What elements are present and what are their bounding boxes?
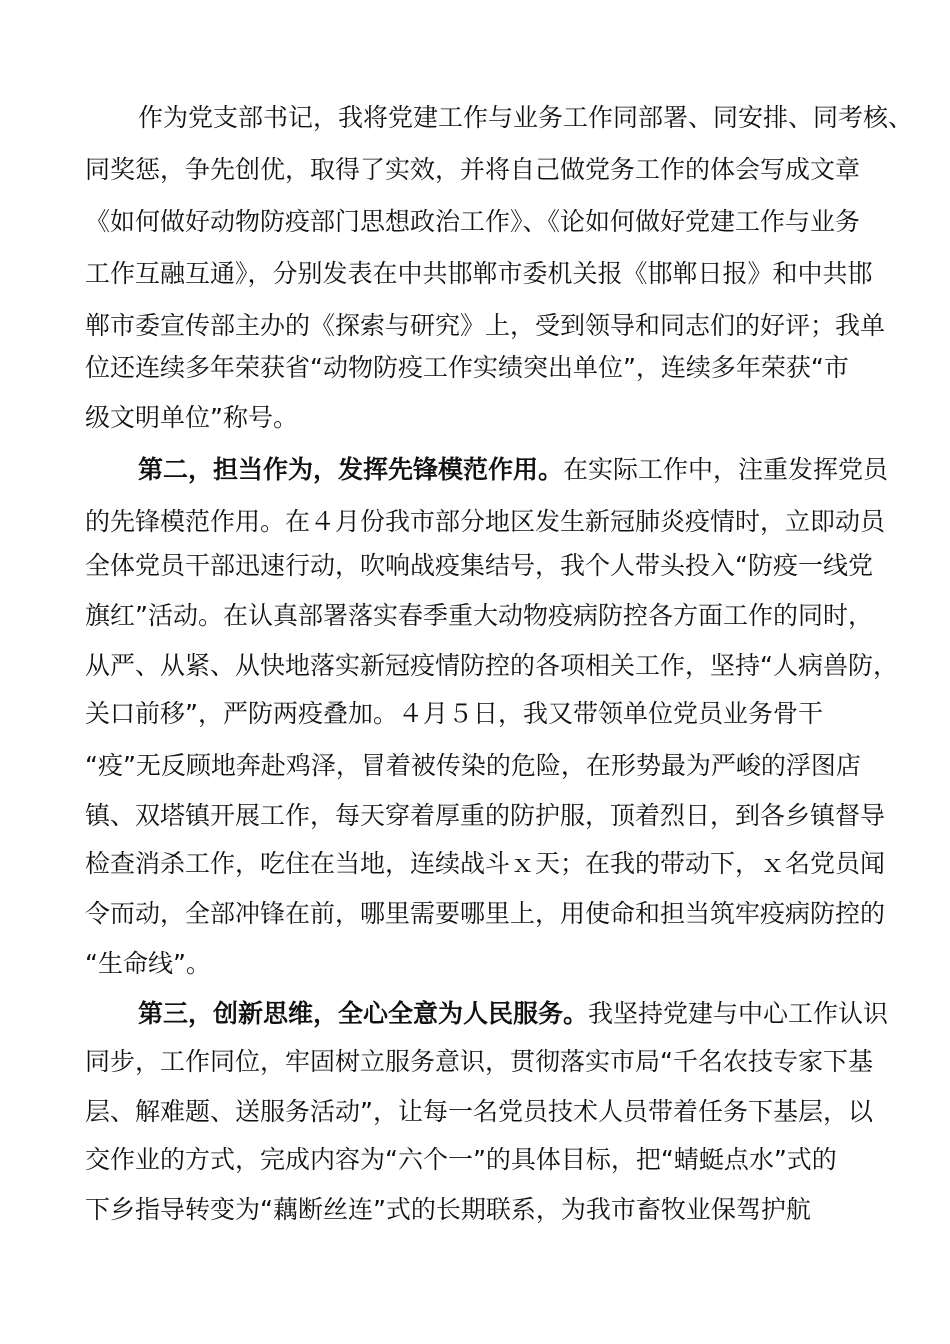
paragraph-3-line-5: 下乡指导转变为“藕断丝连”式的长期联系，为我市畜牧业保驾护航 xyxy=(85,1195,811,1224)
paragraph-2-line-2: 的先锋模范作用。在４月份我市部分地区发生新冠肺炎疫情时，立即动员 xyxy=(85,507,886,536)
paragraph-3-line-2: 同步，工作同位，牢固树立服务意识，贯彻落实市局“千名农技专家下基 xyxy=(85,1047,873,1076)
paragraph-1-line-3: 《如何做好动物防疫部门思想政治工作》、《论如何做好党建工作与业务 xyxy=(85,207,861,236)
paragraph-3-line-1 xyxy=(138,999,888,1029)
paragraph-2-line-1-text: 在实际工作中，注重发挥党员 xyxy=(563,455,889,484)
paragraph-2-line-5: 从严、从紧、从快地落实新冠疫情防控的各项相关工作，坚持“人病兽防， xyxy=(85,651,898,680)
paragraph-1-line-7: 级文明单位”称号。 xyxy=(85,403,298,432)
paragraph-3-line-3: 层、解难题、送服务活动”，让每一名党员技术人员带着任务下基层，以 xyxy=(85,1097,873,1126)
paragraph-2-line-8: 镇、双塔镇开展工作，每天穿着厚重的防护服，顶着烈日，到各乡镇督导 xyxy=(85,801,886,830)
paragraph-2-line-1 xyxy=(138,455,888,485)
paragraph-2-line-11: “生命线”。 xyxy=(85,949,211,978)
paragraph-1-line-2: 同奖惩，争先创优，取得了实效，并将自己做党务工作的体会写成文章 xyxy=(85,155,861,184)
paragraph-2-line-9: 检查消杀工作，吃住在当地，连续战斗ｘ天；在我的带动下，ｘ名党员闻 xyxy=(85,849,886,878)
paragraph-2-line-3: 全体党员干部迅速行动，吹响战疫集结号，我个人带头投入“防疫一线党 xyxy=(85,551,873,580)
paragraph-3-line-1-text: 我坚持党建与中心工作认识 xyxy=(588,999,889,1028)
paragraph-1-line-5: 郸市委宣传部主办的《探索与研究》上，受到领导和同志们的好评；我单 xyxy=(85,311,886,340)
paragraph-2-line-10: 令而动，全部冲锋在前，哪里需要哪里上，用使命和担当筑牢疫病防控的 xyxy=(85,899,886,928)
paragraph-1-line-1: 作为党支部书记，我将党建工作与业务工作同部署、同安排、同考核、 xyxy=(138,103,914,132)
paragraph-1-line-6: 位还连续多年荣获省“动物防疫工作实绩突出单位”，连续多年荣获“市 xyxy=(85,353,849,382)
heading-third: 第三，创新思维，全心全意为人民服务。 xyxy=(138,999,589,1028)
heading-second: 第二，担当作为，发挥先锋模范作用。 xyxy=(138,455,564,484)
paragraph-2-line-4: 旗红”活动。在认真部署落实春季重大动物疫病防控各方面工作的同时， xyxy=(85,601,873,630)
paragraph-2-line-7: “疫”无反顾地奔赴鸡泽，冒着被传染的危险，在形势最为严峻的浮图店 xyxy=(85,751,861,780)
paragraph-2-line-6: 关口前移”，严防两疫叠加。４月５日，我又带领单位党员业务骨干 xyxy=(85,699,823,728)
paragraph-3-line-4: 交作业的方式，完成内容为“六个一”的具体目标，把“蜻蜓点水”式的 xyxy=(85,1145,837,1174)
paragraph-1-line-4: 工作互融互通》，分别发表在中共邯郸市委机关报《邯郸日报》和中共邯 xyxy=(85,259,873,288)
